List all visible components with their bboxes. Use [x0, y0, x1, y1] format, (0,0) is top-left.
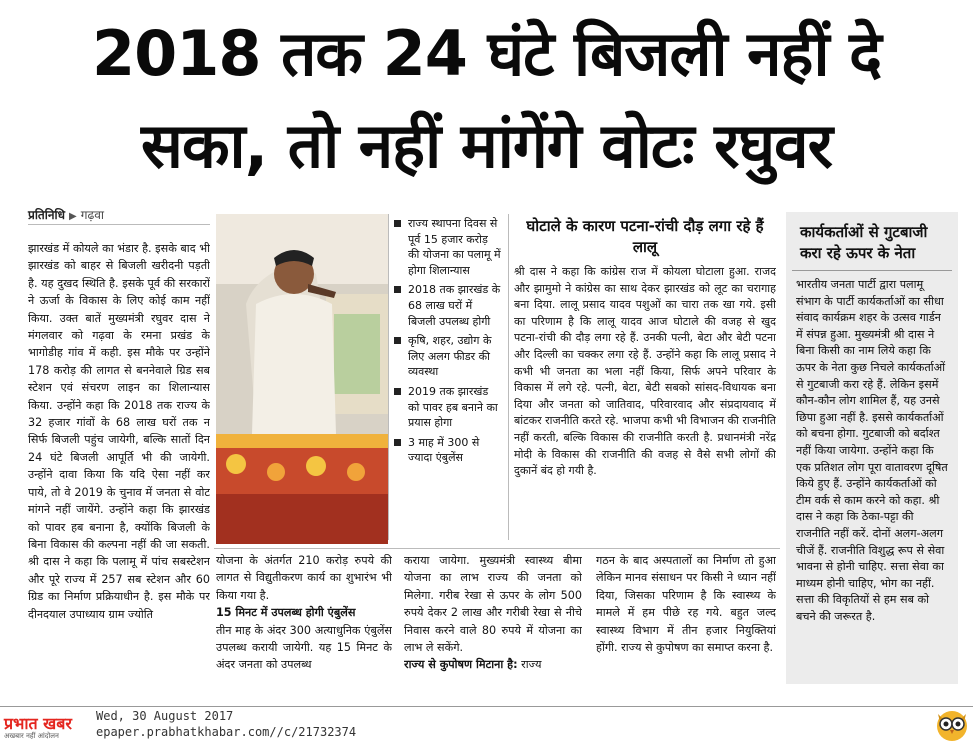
highlight-item: कृषि, शहर, उद्योग के लिए अलग फीडर की व्यवस्था	[392, 333, 502, 380]
news-photo	[216, 214, 388, 544]
highlights-box	[392, 216, 502, 534]
article-column-1	[28, 240, 210, 692]
lalu-title: घोटाले के कारण पटना-रांची दौड़ लगा रहे हैं लालू	[526, 217, 764, 256]
owl-icon	[934, 704, 970, 742]
column-3-text: कराया जायेगा. मुख्यमंत्री स्वास्थ्य बीमा योजना का लाभ राज्य की जनता को मिलेगा. गरीब रेखा से ऊपर के लोग 500 रुपये देकर 2 लाख और गरीबी रेखा से नीचे निवास करने वाले 80 रुपये में योजना का लाभ ले सकेंगे.	[404, 554, 582, 655]
sidebar-story	[786, 212, 958, 684]
highlight-item: राज्य स्थापना दिवस से पूर्व 15 हजार करोड़ की योजना का पलामू में होगा शिलान्यास	[392, 216, 502, 278]
highlight-item: 2018 तक झारखंड के 68 लाख घरों में बिजली उपलब्ध होगी	[392, 282, 502, 329]
highlight-item: 2019 तक झारखंड को पावर हब बनाने का प्रयास होगा	[392, 384, 502, 431]
edition-url[interactable]: epaper.prabhatkhabar.com//c/21732374	[96, 725, 357, 739]
bullet-square-icon	[394, 286, 401, 293]
bullet-square-icon	[394, 439, 401, 446]
lalu-text: श्री दास ने कहा कि कांग्रेस राज में कोयला घोटाला हुआ. राजद और झामुमो ने कांग्रेस का साथ देकर झारखंड को लूट का चरागाह बना दिया. लालू प्रसाद यादव पशुओं का चारा तक खा गये. इसी का परिणाम है कि लालू यादव आज घोटाले की वजह से खुद पटना-रांची की दौड़ लगा रहे हैं. उनकी पत्नी, बेटा और बेटी पटना और दिल्ली का चक्कर लगा रहे हैं. उन्होंने कहा कि लालू प्रसाद ने कभी भी जनता का भला नहीं किया, सिर्फ अपने परिवार के विकास में लगे रहे. पत्नी, बेटा, बेटी सबको सांसद-विधायक बना दिया और जनता को जातिवाद, परिवारवाद और संप्रदायवाद में बांटकर राजनीति करते रहे. भाजपा कभी भी विभाजन की राजनीति नहीं करती, बल्कि विकास की राजनीति करती है. प्रधानमंत्री नरेंद्र मोदी के विकास की राजनीति की वजह से वैसे सभी लोगों की दुकानें बंद हो गयी है.	[514, 265, 776, 478]
bullet-square-icon	[394, 388, 401, 395]
byline-rule	[28, 224, 210, 225]
bullet-divider	[388, 214, 389, 540]
column-2-text-2: तीन माह के अंदर 300 अत्याधुनिक एंबुलेंस उपलब्ध करायी जायेगी. यह 15 मिनट के अंदर जनता को उपलब्ध	[216, 623, 392, 672]
byline-place: गढ़वा	[80, 208, 105, 222]
lalu-divider	[508, 214, 509, 540]
edition-date: Wed, 30 August 2017	[96, 709, 234, 723]
sidebar-text: भारतीय जनता पार्टी द्वारा पलामू संभाग के पार्टी कार्यकर्ताओं का सीधा संवाद कार्यक्रम शहर के उत्सव गार्डन में संपन्न हुआ. मुख्यमंत्री श्री दास ने बिना किसी का नाम लिये कहा कि ऊपर के नेता कुछ निचले कार्यकर्ताओं से गुटबाजी करा रहे हैं. लेकिन इसमें कौन-कौन लोग शामिल हैं, यह उनसे छिपा हुआ नहीं है. इससे कार्यकर्ताओं को बचना होगा. गुटबाजी को बर्दाश्त नहीं किया जायेगा. उन्होंने कहा कि एक प्रतिशत लोग पूरा वातावरण दूषित किये हुए हैं. उन्होंने कार्यकर्ताओं को टीम वर्क से काम करने को कहा. श्री दास ने कहा कि ठेका-पट्टा की राजनीति नहीं करें. दोनों अलग-अलग चीजें हैं. राजनीति विशुद्ध रूप से सेवा भावना से होनी चाहिए. सत्ता सेवा का माध्यम होनी चाहिए, भोग का नहीं. सत्ता की विकृतियों से हम सब को बचने की जरूरत है.	[796, 278, 948, 623]
edition-meta	[96, 708, 356, 740]
column-2-subhead: 15 मिनट में उपलब्ध होगी एंबुलेंस	[216, 606, 356, 620]
byline-label: प्रतिनिधि	[28, 208, 66, 222]
section-rule	[214, 548, 780, 549]
bullet-square-icon	[394, 220, 401, 227]
logo-text: प्रभात खबर	[4, 714, 72, 733]
sidebar-title: कार्यकर्ताओं से गुटबाजी करा रहे ऊपर के नेता	[792, 212, 952, 271]
lalu-story	[514, 216, 776, 540]
column-4-text: गठन के बाद अस्पतालों का निर्माण तो हुआ लेकिन मानव संसाधन पर किसी ने ध्यान नहीं दिया, जिसका परिणाम है कि स्वास्थ्य के मामले में हम पीछे रह गये. बहुत जल्द स्वास्थ्य विभाग में तीन हजार नियुक्तियां होंगी. राज्य से कुपोषण का समाप्त करना है.	[596, 554, 776, 655]
headline-line-2: सका, तो नहीं मांगेंगे वोटः रघुवर	[141, 109, 832, 182]
article-column-3	[404, 552, 582, 692]
article-column-4	[596, 552, 776, 692]
column-1-text: झारखंड में कोयले का भंडार है. इसके बाद भी झारखंड को बाहर से बिजली खरीदनी पड़ती है. यह दुखद स्थिति है. इसके पूर्व की सरकारों ने ऊर्जा के विकास के लिए कोई काम नहीं किया. उक्त बातें मुख्यमंत्री रघुवर दास ने मंगलवार को गढ़वा के रमना प्रखंड के भागोडीह गांव में कही. इस मौके पर उन्होंने 178 करोड़ की लागत से बननेवाले ग्रिड सब स्टेशन एवं संचरण लाइन का शिलान्यास किया. उन्होंने कहा कि 2018 तक राज्य के 32 हजार गांवों के 68 लाख घरों तक न सिर्फ बिजली पहुंच जायेगी, बल्कि सातों दिन 24 घंटे बिजली आपूर्ति भी की जायेगी. उन्होंने दावा किया कि यदि ऐसा नहीं कर पाये, तो वे 2019 के चुनाव में जनता से वोट मांगने नहीं जायेंगे. उन्होंने कहा कि झारखंड को पावर हब बनाना है, क्योंकि बिजली के बिना विकास की कल्पना नहीं की जा सकती. श्री दास ने कहा कि पलामू में पांच सबस्टेशन और पूरे राज्य में 257 सब स्टेशन और 60 ग्रिड का निर्माण प्रक्रियाधीन है. इस मौके पर दीनदयाल उपाध्याय ग्राम ज्योति	[28, 242, 210, 621]
highlight-item: 3 माह में 300 से ज्यादा एंबुलेंस	[392, 435, 502, 466]
prabhat-khabar-logo	[4, 712, 84, 740]
headline	[0, 8, 973, 192]
column-3-tail: राज्य	[521, 658, 542, 672]
column-3-subhead: राज्य से कुपोषण मिटाना है:	[404, 658, 518, 672]
chief-minister-photo	[216, 214, 388, 544]
byline	[28, 206, 104, 223]
bullet-square-icon	[394, 337, 401, 344]
triangle-icon: ▶	[69, 211, 77, 222]
logo-tagline: अखबार नहीं आंदोलन	[4, 732, 59, 740]
article-column-2	[216, 552, 392, 692]
headline-line-1: 2018 तक 24 घंटे बिजली नहीं दे	[91, 17, 882, 90]
column-2-text: योजना के अंतर्गत 210 करोड़ रुपये की लागत से विद्युतीकरण कार्य का शुभारंभ भी किया गया है.	[216, 554, 392, 602]
